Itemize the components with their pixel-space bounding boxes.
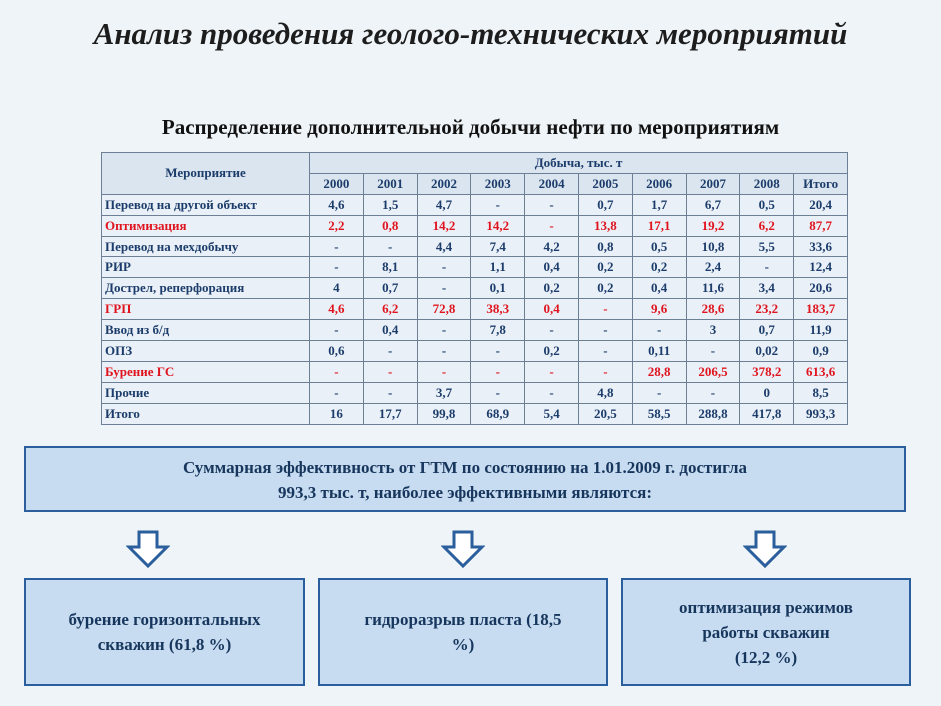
table-cell: 206,5	[686, 361, 740, 382]
header-year: Итого	[794, 173, 848, 194]
table-cell: 2,4	[686, 257, 740, 278]
table-cell: 11,6	[686, 278, 740, 299]
down-arrow-icon	[126, 530, 170, 568]
table-cell: 8,1	[363, 257, 417, 278]
summary-box	[24, 446, 906, 512]
table-cell: -	[578, 361, 632, 382]
table-cell: 0,2	[632, 257, 686, 278]
summary-line-1: Суммарная эффективность от ГТМ по состоянию на 1.01.2009 г. достигла	[182, 458, 748, 477]
table-cell: 38,3	[471, 299, 525, 320]
table-cell: -	[310, 257, 364, 278]
table-cell: 0,5	[632, 236, 686, 257]
table-cell: 28,8	[632, 361, 686, 382]
table-cell: -	[363, 341, 417, 362]
table-cell: -	[525, 194, 579, 215]
table-cell: -	[686, 382, 740, 403]
table-cell: 20,4	[794, 194, 848, 215]
row-label: Прочие	[102, 382, 310, 403]
table-cell: 2,2	[310, 215, 364, 236]
header-year: 2000	[310, 173, 364, 194]
table-cell: 8,5	[794, 382, 848, 403]
table-row	[102, 257, 848, 278]
table-cell: -	[578, 341, 632, 362]
table-cell: -	[417, 341, 471, 362]
table-cell: 10,8	[686, 236, 740, 257]
table-row	[102, 320, 848, 341]
row-label: Бурение ГС	[102, 361, 310, 382]
table-row	[102, 194, 848, 215]
table-cell: 17,1	[632, 215, 686, 236]
table-cell: -	[686, 341, 740, 362]
table-cell: 613,6	[794, 361, 848, 382]
table-cell: -	[310, 382, 364, 403]
table-cell: -	[632, 382, 686, 403]
table-cell: 378,2	[740, 361, 794, 382]
table-cell: 1,1	[471, 257, 525, 278]
table-cell: 0,9	[794, 341, 848, 362]
table-cell: 0,7	[363, 278, 417, 299]
table-cell: 0,2	[525, 278, 579, 299]
production-table	[101, 152, 848, 425]
header-year: 2004	[525, 173, 579, 194]
table-cell: -	[525, 382, 579, 403]
row-label: Итого	[102, 403, 310, 424]
table-cell: 0,11	[632, 341, 686, 362]
result-box-text: бурение горизонтальных скважин (61,8 %)	[68, 610, 261, 654]
table-cell: 33,6	[794, 236, 848, 257]
result-box-hydrofracturing	[318, 578, 608, 686]
table-header-row-1	[102, 153, 848, 174]
header-year: 2008	[740, 173, 794, 194]
table-cell: 0,5	[740, 194, 794, 215]
table-cell: 72,8	[417, 299, 471, 320]
table-cell: -	[578, 320, 632, 341]
table-body	[102, 194, 848, 424]
table-cell: 20,6	[794, 278, 848, 299]
table-cell: 7,8	[471, 320, 525, 341]
down-arrow-icon	[441, 530, 485, 568]
table-row	[102, 236, 848, 257]
table-row	[102, 361, 848, 382]
table-cell: -	[363, 361, 417, 382]
table-cell: 3	[686, 320, 740, 341]
table-cell: 11,9	[794, 320, 848, 341]
table-cell: 1,7	[632, 194, 686, 215]
table-cell: 0,7	[740, 320, 794, 341]
table-cell: 183,7	[794, 299, 848, 320]
table-cell: 7,4	[471, 236, 525, 257]
table-cell: -	[525, 215, 579, 236]
table-cell: 417,8	[740, 403, 794, 424]
table-cell: 6,2	[740, 215, 794, 236]
table-cell: 14,2	[417, 215, 471, 236]
table-cell: 19,2	[686, 215, 740, 236]
table-cell: -	[525, 361, 579, 382]
table-cell: 17,7	[363, 403, 417, 424]
page-title: Анализ проведения геолого-технических мероприятий	[93, 16, 848, 51]
table-cell: -	[417, 320, 471, 341]
table-cell: 1,5	[363, 194, 417, 215]
table-cell: -	[632, 320, 686, 341]
table-cell: -	[578, 299, 632, 320]
summary-line-2: 993,3 тыс. т, наиболее эффективными являются:	[277, 483, 652, 502]
row-label: ГРП	[102, 299, 310, 320]
table-cell: -	[417, 278, 471, 299]
header-year: 2007	[686, 173, 740, 194]
table-subtitle: Распределение дополнительной добычи нефти по мероприятиям	[161, 115, 780, 139]
table-cell: -	[740, 257, 794, 278]
table-cell: 16	[310, 403, 364, 424]
table-cell: 68,9	[471, 403, 525, 424]
result-box-text: оптимизация режимов работы скважин (12,2 %)	[679, 597, 853, 667]
table-cell: 3,4	[740, 278, 794, 299]
table-cell: 12,4	[794, 257, 848, 278]
header-event: Мероприятие	[102, 153, 310, 195]
table-cell: 14,2	[471, 215, 525, 236]
table-cell: -	[525, 320, 579, 341]
table-cell: 28,6	[686, 299, 740, 320]
table-cell: 99,8	[417, 403, 471, 424]
table-cell: 4,6	[310, 194, 364, 215]
table-cell: 993,3	[794, 403, 848, 424]
table-cell: 0,02	[740, 341, 794, 362]
table-row	[102, 341, 848, 362]
table-cell: 0,8	[363, 215, 417, 236]
table-cell: -	[417, 361, 471, 382]
table-cell: 0,6	[310, 341, 364, 362]
table-cell: 0,2	[578, 278, 632, 299]
table-cell: 6,2	[363, 299, 417, 320]
table-cell: 3,7	[417, 382, 471, 403]
table-cell: 5,4	[525, 403, 579, 424]
row-label: Дострел, реперфорация	[102, 278, 310, 299]
table-row	[102, 403, 848, 424]
header-year: 2005	[578, 173, 632, 194]
result-box-text: гидроразрыв пласта (18,5 %)	[364, 610, 562, 654]
row-label: Оптимизация	[102, 215, 310, 236]
row-label: ОПЗ	[102, 341, 310, 362]
table-cell: -	[363, 382, 417, 403]
table-cell: 0,2	[525, 341, 579, 362]
down-arrow-icon	[743, 530, 787, 568]
table-cell: 0,7	[578, 194, 632, 215]
table-cell: -	[471, 341, 525, 362]
table-cell: 23,2	[740, 299, 794, 320]
table-cell: 4,6	[310, 299, 364, 320]
table-cell: 58,5	[632, 403, 686, 424]
result-box-horizontal-drilling	[24, 578, 305, 686]
table-cell: 4,8	[578, 382, 632, 403]
table-cell: 4,2	[525, 236, 579, 257]
table-cell: 0,4	[525, 299, 579, 320]
row-label: Ввод из б/д	[102, 320, 310, 341]
row-label: Перевод на мехдобычу	[102, 236, 310, 257]
table-cell: -	[310, 320, 364, 341]
table-cell: 0,1	[471, 278, 525, 299]
table-cell: 13,8	[578, 215, 632, 236]
row-label: Перевод на другой объект	[102, 194, 310, 215]
table-cell: 9,6	[632, 299, 686, 320]
table-cell: -	[310, 236, 364, 257]
table-row	[102, 278, 848, 299]
table-row	[102, 382, 848, 403]
table-cell: -	[310, 361, 364, 382]
table-cell: 0,2	[578, 257, 632, 278]
table-cell: 0,4	[632, 278, 686, 299]
table-cell: 288,8	[686, 403, 740, 424]
table-cell: 4,4	[417, 236, 471, 257]
table-cell: 5,5	[740, 236, 794, 257]
header-year: 2002	[417, 173, 471, 194]
header-production: Добыча, тыс. т	[310, 153, 848, 174]
result-box-optimization	[621, 578, 911, 686]
row-label: РИР	[102, 257, 310, 278]
header-year: 2001	[363, 173, 417, 194]
table-cell: 0	[740, 382, 794, 403]
table-cell: 6,7	[686, 194, 740, 215]
table-cell: 0,4	[363, 320, 417, 341]
table-row	[102, 299, 848, 320]
table-cell: 20,5	[578, 403, 632, 424]
table-cell: -	[471, 361, 525, 382]
table-cell: 4,7	[417, 194, 471, 215]
table-row	[102, 215, 848, 236]
table-cell: -	[417, 257, 471, 278]
table-cell: 0,8	[578, 236, 632, 257]
table-cell: 0,4	[525, 257, 579, 278]
header-year: 2003	[471, 173, 525, 194]
table-cell: 87,7	[794, 215, 848, 236]
table-cell: -	[471, 194, 525, 215]
table-cell: -	[363, 236, 417, 257]
header-year: 2006	[632, 173, 686, 194]
table-cell: 4	[310, 278, 364, 299]
table-cell: -	[471, 382, 525, 403]
